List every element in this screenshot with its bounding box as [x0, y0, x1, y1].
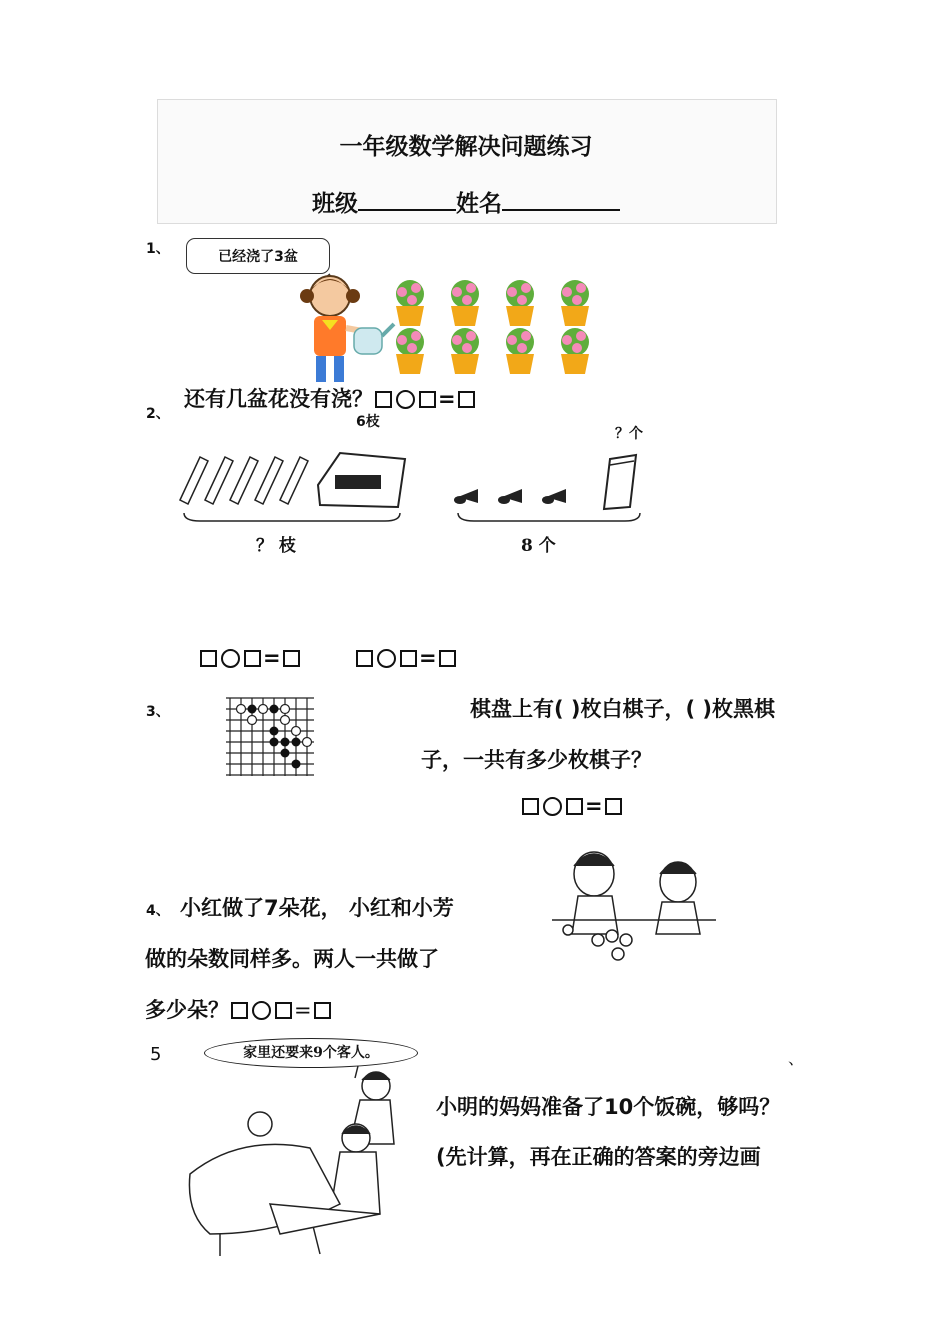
answer-box[interactable]	[566, 798, 583, 815]
answer-box[interactable]	[244, 650, 261, 667]
go-board-icon	[226, 694, 318, 778]
operator-circle[interactable]	[377, 649, 396, 668]
q3-equation	[520, 794, 624, 818]
flower-pots-icon	[396, 280, 589, 374]
name-label: 姓名	[456, 191, 502, 217]
class-name-line	[157, 185, 775, 218]
q1-question	[184, 383, 477, 413]
brace-right	[458, 513, 640, 521]
q4-line3-text: 多少朵？	[145, 998, 229, 1022]
operator-circle[interactable]	[543, 797, 562, 816]
girl-watering-icon	[300, 276, 394, 382]
equals-sign: =	[419, 646, 437, 670]
q4-number: 4、	[146, 903, 170, 919]
q2-illustration	[170, 445, 650, 535]
q2-number: 2、	[146, 406, 170, 422]
q4-line2: 做的朵数同样多。两人一共做了	[145, 947, 439, 971]
q1-illustration	[290, 258, 610, 398]
answer-box[interactable]	[231, 1002, 248, 1019]
q5-line1: 小明的妈妈准备了10个饭碗，够吗？	[436, 1095, 781, 1119]
answer-box[interactable]	[200, 650, 217, 667]
class-blank[interactable]	[358, 191, 456, 211]
answer-box[interactable]	[375, 391, 392, 408]
equals-sign: =	[438, 387, 456, 411]
answer-box[interactable]	[356, 650, 373, 667]
shuttlecocks-icon	[454, 489, 566, 504]
q1-number: 1、	[146, 241, 170, 257]
family-table-icon	[180, 1064, 410, 1260]
page-title: 一年级数学解决问题练习	[339, 134, 593, 160]
answer-box[interactable]	[275, 1002, 292, 1019]
q2-brace-left-label: ？ 枝	[256, 536, 296, 556]
answer-box[interactable]	[458, 391, 475, 408]
equals-sign: =	[263, 646, 281, 670]
q5-number: 5	[150, 1044, 162, 1065]
q3-line2: 子，一共有多少枚棋子？	[421, 748, 652, 772]
q1-question-text: 还有几盆花没有浇？	[184, 387, 373, 411]
q2-brace-right-label: 8 个	[521, 536, 556, 556]
answer-box[interactable]	[400, 650, 417, 667]
name-blank[interactable]	[502, 191, 620, 211]
equals-sign: =	[294, 998, 312, 1022]
class-label: 班级	[312, 191, 358, 217]
q4-line3	[145, 994, 333, 1024]
q3-line1: 棋盘上有( )枚白棋子，( )枚黑棋	[470, 697, 776, 721]
q1-speech-bubble: 已经浇了3盆	[186, 238, 330, 274]
answer-box[interactable]	[419, 391, 436, 408]
operator-circle[interactable]	[252, 1001, 271, 1020]
operator-circle[interactable]	[396, 390, 415, 409]
answer-box[interactable]	[314, 1002, 331, 1019]
q5-comma: 、	[788, 1049, 805, 1068]
answer-box[interactable]	[522, 798, 539, 815]
q4-line1: 小红做了7朵花， 小红和小芳	[180, 896, 454, 920]
answer-box[interactable]	[439, 650, 456, 667]
pen-box-icon	[318, 453, 405, 507]
operator-circle[interactable]	[221, 649, 240, 668]
pens-icon	[180, 457, 308, 504]
brace-left	[184, 513, 400, 521]
q2-label-pens: 6枝	[356, 414, 380, 430]
q2-equation-right	[354, 646, 458, 670]
answer-box[interactable]	[283, 650, 300, 667]
shuttle-tube-icon	[604, 455, 636, 509]
q2-equation-left	[198, 646, 302, 670]
q5-line2: (先计算，再在正确的答案的旁边画	[436, 1145, 761, 1169]
equals-sign: =	[585, 794, 603, 818]
answer-box[interactable]	[605, 798, 622, 815]
q3-number: 3、	[146, 704, 170, 720]
girls-making-flowers-icon	[548, 844, 720, 966]
q2-label-shuttlecocks: ？个	[615, 426, 643, 442]
q5-speech-bubble: 家里还要来9个客人。	[204, 1038, 418, 1068]
